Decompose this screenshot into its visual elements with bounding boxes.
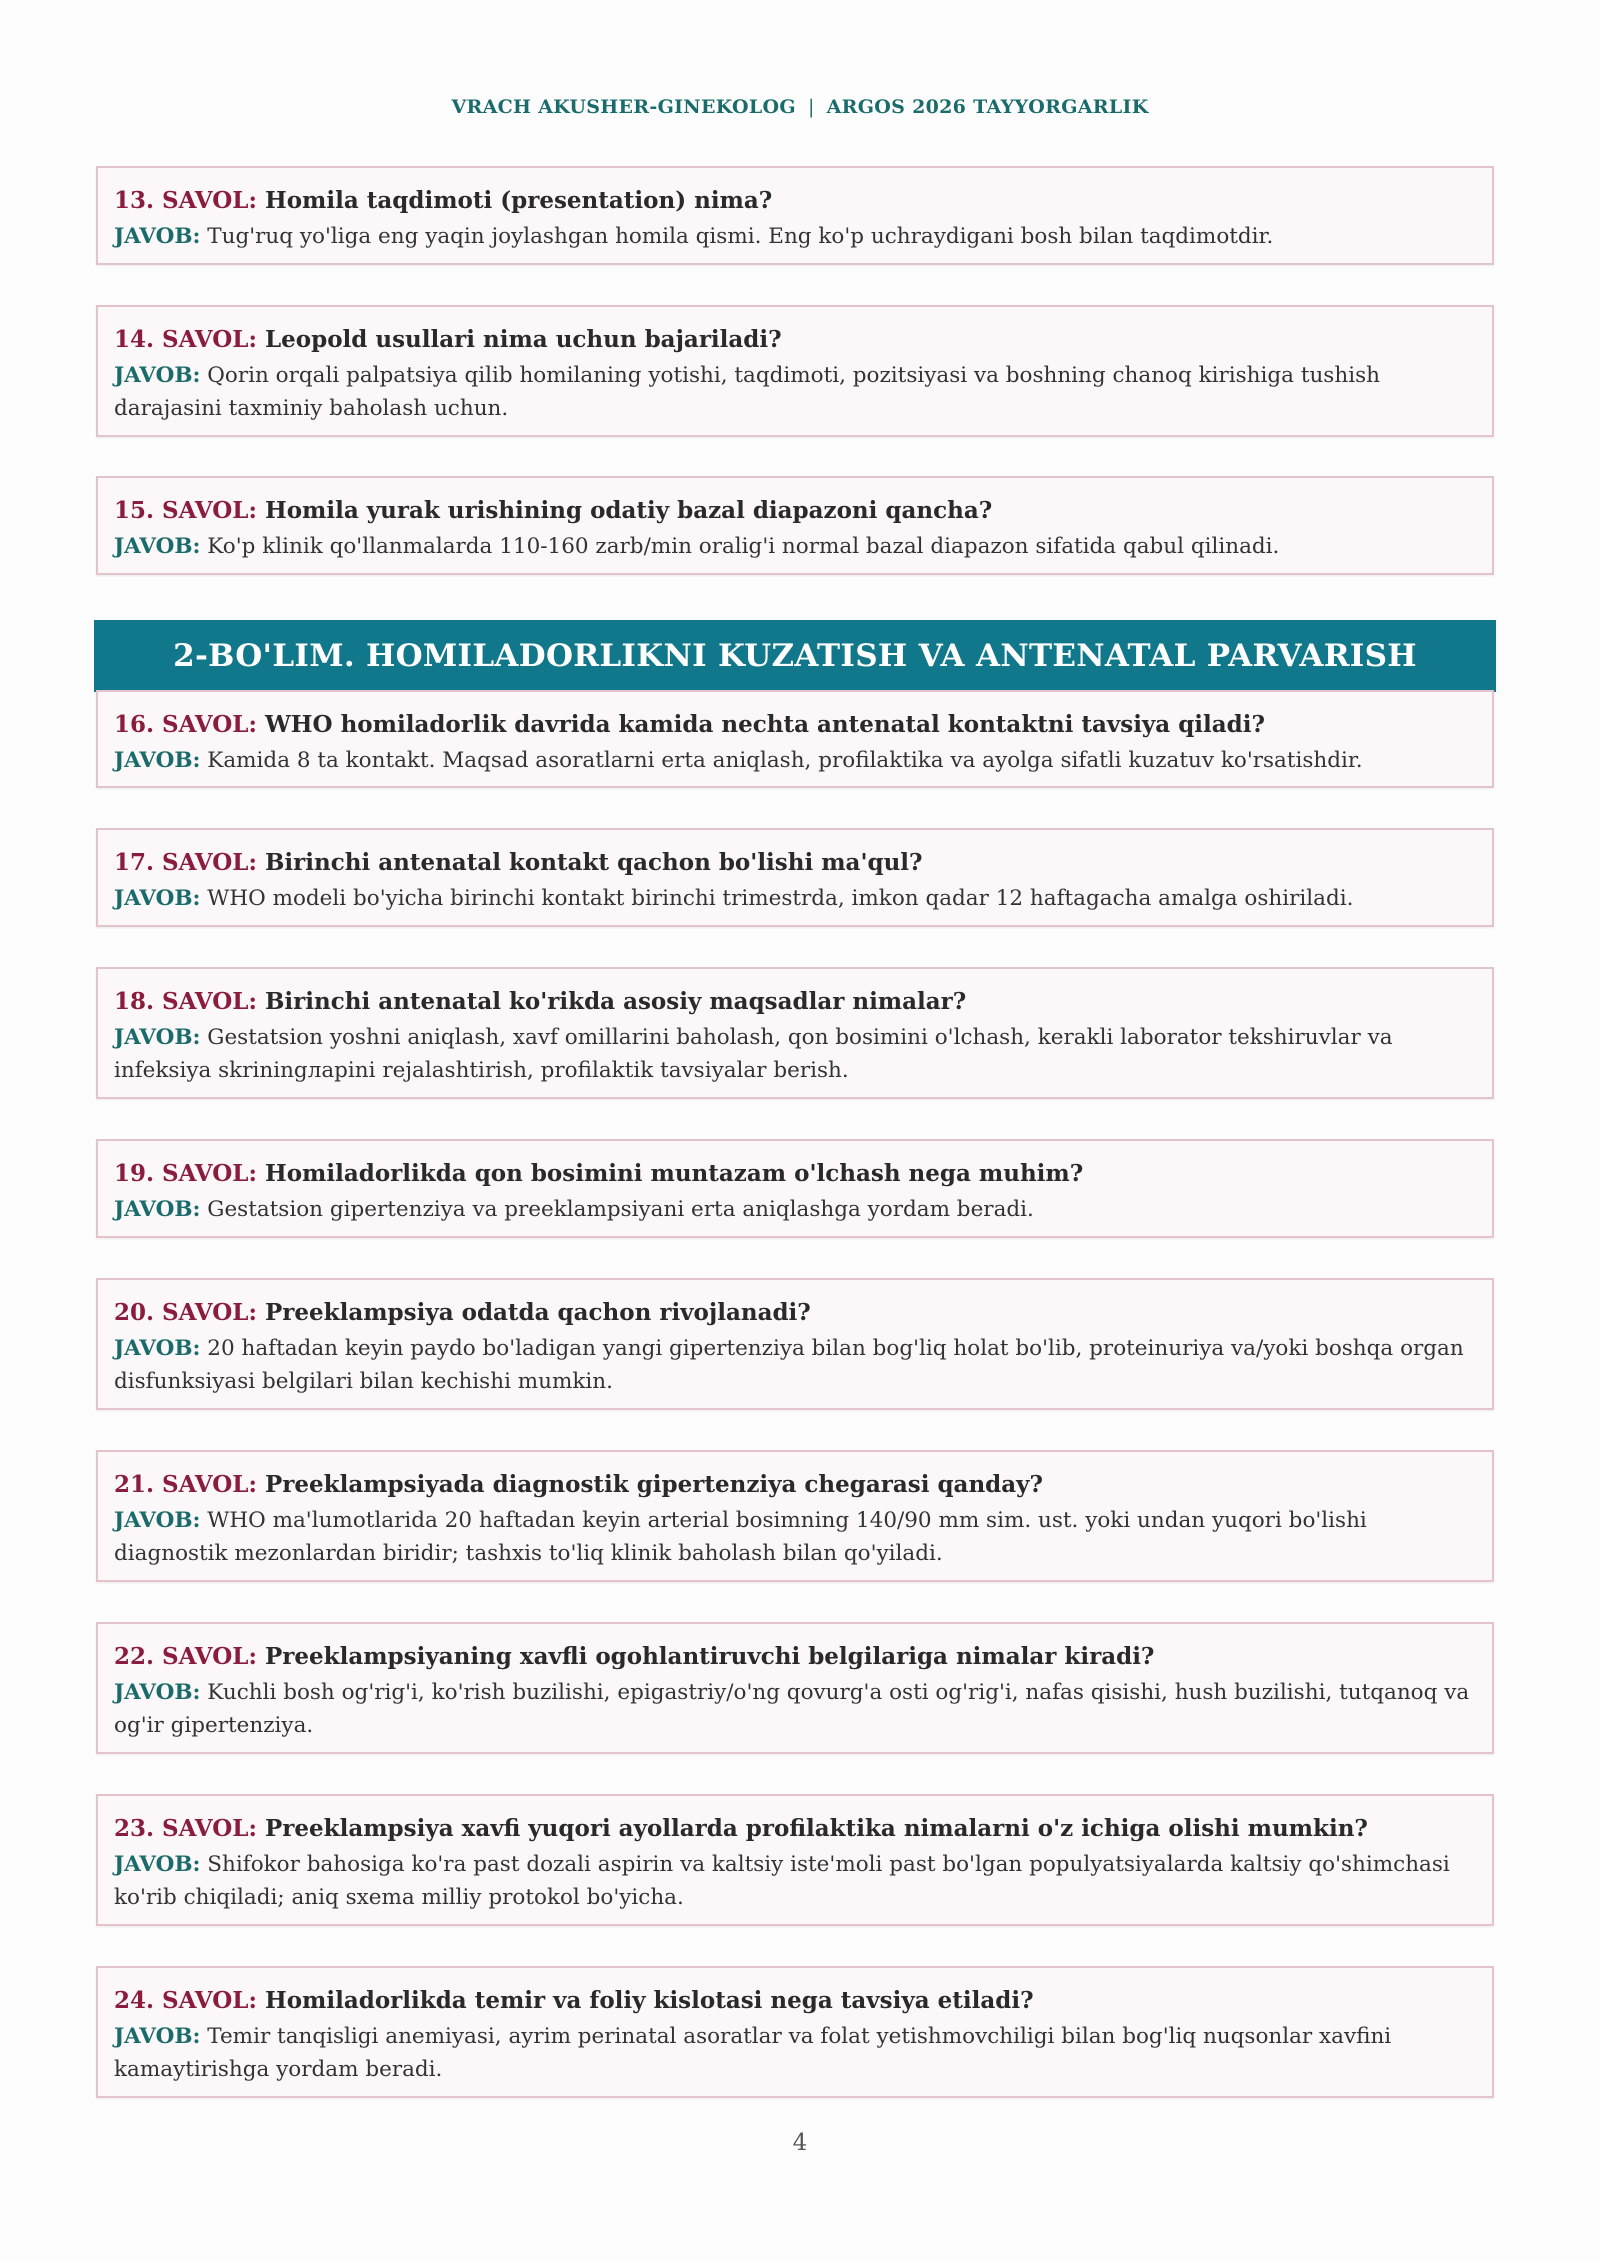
- answer-text: 20 haftadan keyin paydo bo'ladigan yangi gipertenziya bilan bog'liq holat bo'lib, proteinuriya va/yoki boshqa organ disfunksiyasi belgilari bilan kechishi mumkin.: [114, 1336, 1464, 1394]
- answer-label: JAVOB:: [114, 2024, 201, 2049]
- question-line: [114, 1984, 1476, 2018]
- answer-line: [114, 530, 1476, 563]
- qa-card: [96, 166, 1494, 265]
- answer-label: JAVOB:: [114, 886, 201, 911]
- answer-line: [114, 1848, 1476, 1914]
- question-line: [114, 1296, 1476, 1330]
- answer-line: [114, 882, 1476, 915]
- question-text: Preeklampsiya odatda qachon rivojlanadi?: [264, 1299, 811, 1326]
- qa-card: [96, 1278, 1494, 1410]
- page-number: 4: [792, 2130, 808, 2156]
- question-number: 22. SAVOL:: [114, 1643, 257, 1670]
- question-number: 14. SAVOL:: [114, 326, 257, 353]
- question-text: Homiladorlikda temir va foliy kislotasi nega tavsiya etiladi?: [264, 1987, 1034, 2014]
- question-number: 20. SAVOL:: [114, 1299, 257, 1326]
- answer-label: JAVOB:: [114, 363, 201, 388]
- question-text: WHO homiladorlik davrida kamida nechta antenatal kontaktni tavsiya qiladi?: [264, 711, 1265, 738]
- question-text: Leopold usullari nima uchun bajariladi?: [264, 326, 782, 353]
- qa-card: [96, 1794, 1494, 1926]
- question-number: 19. SAVOL:: [114, 1160, 257, 1187]
- qa-card: [96, 1966, 1494, 2098]
- answer-text: Temir tanqisligi anemiyasi, ayrim perinatal asoratlar va folat yetishmovchiligi bilan bog'liq nuqsonlar xavfini kamaytirishga yordam beradi.: [114, 2024, 1392, 2082]
- question-line: [114, 184, 1476, 218]
- qa-card: [96, 828, 1494, 927]
- question-number: 24. SAVOL:: [114, 1987, 257, 2014]
- question-line: [114, 1640, 1476, 1674]
- answer-label: JAVOB:: [114, 224, 201, 249]
- answer-text: Kuchli bosh og'rig'i, ko'rish buzilishi, epigastriy/o'ng qovurg'a osti og'rig'i, nafas qisishi, hush buzilishi, tutqanoq va og'ir gipertenziya.: [114, 1680, 1470, 1738]
- answer-line: [114, 1021, 1476, 1087]
- answer-line: [114, 1504, 1476, 1570]
- answer-line: [114, 359, 1476, 425]
- answer-text: Kamida 8 ta kontakt. Maqsad asoratlarni erta aniqlash, profilaktika va ayolga sifatli kuzatuv ko'rsatishdir.: [207, 748, 1363, 773]
- question-text: Homila taqdimoti (presentation) nima?: [264, 187, 773, 214]
- question-number: 15. SAVOL:: [114, 497, 257, 524]
- question-text: Birinchi antenatal ko'rikda asosiy maqsadlar nimalar?: [264, 988, 967, 1015]
- answer-label: JAVOB:: [114, 534, 201, 559]
- answer-line: [114, 1676, 1476, 1742]
- question-text: Homiladorlikda qon bosimini muntazam o'lchash nega muhim?: [264, 1160, 1084, 1187]
- answer-text: Gestatsion yoshni aniqlash, xavf omillarini baholash, qon bosimini o'lchash, kerakli laborator tekshiruvlar va infeksiya skriningларini rejalashtirish, profilaktik tavsiyalar berish.: [114, 1025, 1393, 1083]
- question-number: 21. SAVOL:: [114, 1471, 257, 1498]
- question-line: [114, 708, 1476, 742]
- answer-line: [114, 744, 1476, 777]
- qa-card: [96, 1450, 1494, 1582]
- question-text: Preeklampsiyada diagnostik gipertenziya chegarasi qanday?: [264, 1471, 1044, 1498]
- question-number: 16. SAVOL:: [114, 711, 257, 738]
- qa-card: [96, 1139, 1494, 1238]
- qa-card: [96, 967, 1494, 1099]
- question-line: [114, 985, 1476, 1019]
- answer-text: Qorin orqali palpatsiya qilib homilaning yotishi, taqdimoti, pozitsiyasi va boshning chanoq kirishiga tushish darajasini taxminiy baholash uchun.: [114, 363, 1380, 421]
- answer-text: Ko'p klinik qo'llanmalarda 110-160 zarb/min oralig'i normal bazal diapazon sifatida qabul qilinadi.: [207, 534, 1280, 559]
- question-number: 18. SAVOL:: [114, 988, 257, 1015]
- qa-card: [96, 690, 1494, 788]
- question-line: [114, 494, 1476, 528]
- question-line: [114, 1157, 1476, 1191]
- answer-line: [114, 1193, 1476, 1226]
- question-number: 23. SAVOL:: [114, 1815, 257, 1842]
- answer-label: JAVOB:: [114, 1197, 201, 1222]
- answer-label: JAVOB:: [114, 1508, 201, 1533]
- answer-text: WHO modeli bo'yicha birinchi kontakt birinchi trimestrda, imkon qadar 12 haftagacha amalga oshiriladi.: [207, 886, 1354, 911]
- header-left: VRACH AKUSHER-GINEKOLOG: [451, 96, 796, 118]
- answer-text: Gestatsion gipertenziya va preeklampsiyani erta aniqlashga yordam beradi.: [207, 1197, 1034, 1222]
- qa-card: [96, 305, 1494, 437]
- question-line: [114, 1468, 1476, 1502]
- question-line: [114, 846, 1476, 880]
- header-separator: |: [807, 96, 815, 118]
- question-number: 13. SAVOL:: [114, 187, 257, 214]
- question-line: [114, 1812, 1476, 1846]
- section-heading: 2-BO'LIM. HOMILADORLIKNI KUZATISH VA ANTENATAL PARVARISH: [94, 620, 1496, 692]
- question-text: Homila yurak urishining odatiy bazal diapazoni qancha?: [264, 497, 993, 524]
- header-right: ARGOS 2026 TAYYORGARLIK: [826, 96, 1149, 118]
- answer-label: JAVOB:: [114, 1680, 201, 1705]
- answer-label: JAVOB:: [114, 1025, 201, 1050]
- answer-line: [114, 2020, 1476, 2086]
- page-header: [0, 96, 1600, 118]
- question-line: [114, 323, 1476, 357]
- answer-label: JAVOB:: [114, 748, 201, 773]
- question-text: Preeklampsiyaning xavfli ogohlantiruvchi belgilariga nimalar kiradi?: [264, 1643, 1155, 1670]
- question-text: Preeklampsiya xavfi yuqori ayollarda profilaktika nimalarni o'z ichiga olishi mumkin?: [264, 1815, 1368, 1842]
- answer-label: JAVOB:: [114, 1336, 201, 1361]
- qa-card: [96, 476, 1494, 575]
- question-number: 17. SAVOL:: [114, 849, 257, 876]
- answer-line: [114, 1332, 1476, 1398]
- answer-text: Tug'ruq yo'liga eng yaqin joylashgan homila qismi. Eng ko'p uchraydigani bosh bilan taqdimotdir.: [207, 224, 1274, 249]
- answer-label: JAVOB:: [114, 1852, 201, 1877]
- qa-card: [96, 1622, 1494, 1754]
- answer-line: [114, 220, 1476, 253]
- answer-text: Shifokor bahosiga ko'ra past dozali aspirin va kaltsiy iste'moli past bo'lgan populyatsiyalarda kaltsiy qo'shimchasi ko'rib chiqiladi; aniq sxema milliy protokol bo'yicha.: [114, 1852, 1450, 1910]
- answer-text: WHO ma'lumotlarida 20 haftadan keyin arterial bosimning 140/90 mm sim. ust. yoki undan yuqori bo'lishi diagnostik mezonlardan biridir; tashxis to'liq klinik baholash bilan qo'yiladi.: [114, 1508, 1367, 1566]
- question-text: Birinchi antenatal kontakt qachon bo'lishi ma'qul?: [264, 849, 923, 876]
